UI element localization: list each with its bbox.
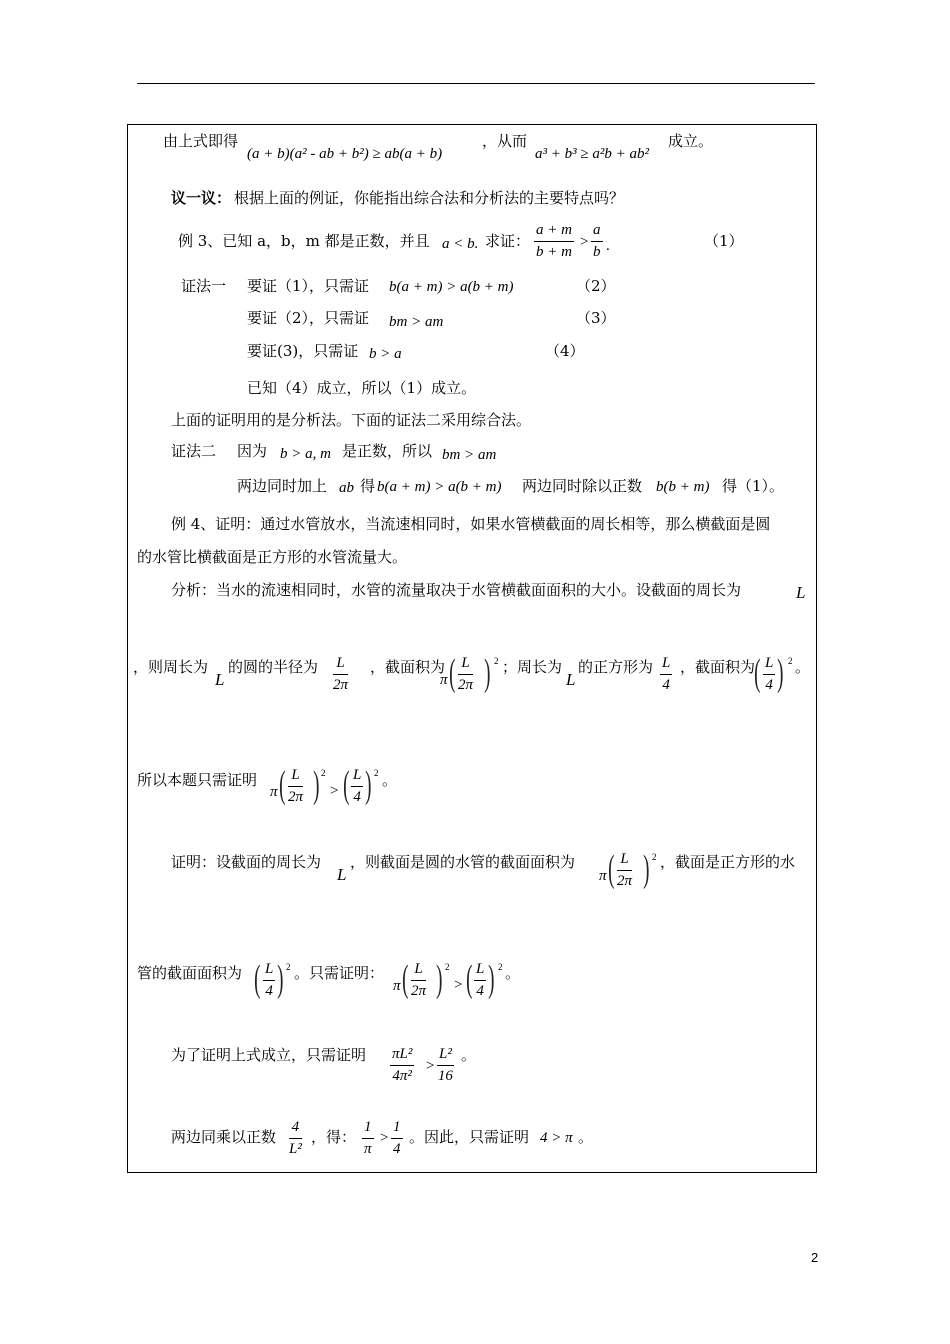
multiply-end: 。 bbox=[578, 1128, 594, 1146]
proof2-circle-denominator: 2π bbox=[411, 983, 427, 999]
method2-expression2: b(b + m) bbox=[656, 479, 710, 495]
power-1: 2 bbox=[494, 656, 499, 666]
to-prove-rhs-numerator: L² bbox=[437, 1046, 454, 1066]
proof-text1: 证明：设截面的周长为 bbox=[171, 853, 322, 871]
square-area-fraction bbox=[763, 655, 775, 694]
method2-divide-text: 两边同时除以正数 bbox=[522, 477, 643, 495]
analysis-end: 。 bbox=[795, 658, 811, 676]
example3-tag: （1） bbox=[704, 232, 744, 250]
proof-circle-denominator: 2π bbox=[617, 873, 633, 889]
multiply-therefore: 。因此，只需证明 bbox=[409, 1128, 530, 1146]
multiply-lhs-denominator: π bbox=[363, 1141, 372, 1157]
proof-square-numerator: L bbox=[263, 961, 275, 981]
circle-area-fraction bbox=[458, 655, 473, 694]
proof2-circle-fraction bbox=[411, 961, 426, 1000]
analysis-L3: L bbox=[566, 670, 576, 689]
proof-square-fraction bbox=[263, 961, 275, 1000]
method2-expression: b(a + m) > a(b + m) bbox=[377, 479, 502, 495]
power-3: 2 bbox=[321, 768, 326, 778]
line1-expression: (a + b)(a² - ab + b²) ≥ ab(a + b) bbox=[247, 146, 443, 162]
final-inequality: 4 > π bbox=[540, 1130, 573, 1146]
method1-conclusion: 已知（4）成立，所以（1）成立。 bbox=[247, 379, 477, 397]
analysis-square-side-text: 的正方形为 bbox=[578, 658, 654, 676]
proof-gt: > bbox=[454, 977, 463, 993]
analysis-square-text: ；周长为 bbox=[502, 658, 563, 676]
multiply-lhs-fraction bbox=[362, 1119, 374, 1158]
multiply-gt: > bbox=[380, 1130, 389, 1146]
pi-symbol-1: π bbox=[440, 672, 448, 688]
so-gt: > bbox=[330, 783, 339, 799]
method1-step2-expression: bm > am bbox=[389, 314, 444, 330]
method1-step2-tag: （3） bbox=[576, 309, 616, 327]
pi-symbol-3: π bbox=[599, 868, 607, 884]
circle-area-numerator: L bbox=[458, 655, 473, 675]
so-end: 。 bbox=[382, 771, 398, 789]
so-square-numerator: L bbox=[351, 767, 363, 787]
method1-step1-text: 要证（1），只需证 bbox=[247, 277, 370, 295]
example3-lhs-fraction bbox=[534, 222, 574, 261]
to-prove-lhs-numerator: πL² bbox=[390, 1046, 414, 1066]
analysis-radius-text: 的圆的半径为 bbox=[228, 658, 319, 676]
method2-because: 因为 bbox=[237, 442, 268, 460]
power-4: 2 bbox=[374, 768, 379, 778]
to-prove-rhs-denominator: 16 bbox=[437, 1068, 453, 1084]
circle-area-denominator: 2π bbox=[458, 677, 474, 693]
proof-circle-fraction bbox=[617, 851, 632, 890]
header-rule bbox=[137, 83, 815, 84]
to-prove-lhs-denominator: 4π² bbox=[392, 1068, 412, 1084]
method1-step3-expression: b > a bbox=[369, 346, 402, 362]
line1-middle: ，从而 bbox=[482, 132, 528, 150]
example3-lhs-denominator: b + m bbox=[536, 244, 572, 260]
method1-step2-text: 要证（2），只需证 bbox=[247, 309, 370, 327]
analysis-note: 上面的证明用的是分析法。下面的证法二采用综合法。 bbox=[171, 411, 532, 429]
analysis-L: L bbox=[796, 583, 806, 602]
proof-square-denominator: 4 bbox=[265, 983, 273, 999]
so-prove-text: 所以本题只需证明 bbox=[137, 771, 258, 789]
proof-text5: 。只需证明： bbox=[294, 964, 385, 982]
to-prove-text: 为了证明上式成立，只需证明 bbox=[171, 1046, 367, 1064]
example3-lhs-numerator: a + m bbox=[534, 222, 574, 242]
analysis-then: ，则周长为 bbox=[133, 658, 209, 676]
example3-intro: 例 3、已知 a，b，m 都是正数，并且 bbox=[178, 232, 430, 250]
proof-L: L bbox=[337, 865, 347, 884]
pi-symbol-4: π bbox=[393, 978, 401, 994]
power-8: 2 bbox=[498, 962, 503, 972]
radius-numerator: L bbox=[333, 655, 348, 675]
method2-label: 证法二 bbox=[171, 442, 217, 460]
so-circle-denominator: 2π bbox=[288, 789, 304, 805]
multiply-numerator: 4 bbox=[289, 1119, 302, 1139]
to-prove-end: 。 bbox=[461, 1046, 477, 1064]
proof-text3: ，截面是正方形的水 bbox=[660, 853, 796, 871]
proof2-square-fraction bbox=[474, 961, 486, 1000]
line1-prefix: 由上式即得 bbox=[163, 132, 239, 150]
method2-result: bm > am bbox=[442, 447, 497, 463]
example3-rhs-numerator: a bbox=[591, 222, 603, 242]
method2-ab: ab bbox=[339, 480, 354, 496]
example4-line2: 的水管比横截面是正方形的水管流量大。 bbox=[137, 548, 408, 566]
example3-gt: > bbox=[580, 234, 589, 250]
discuss-text: 根据上面的例证，你能指出综合法和分析法的主要特点吗？ bbox=[234, 189, 625, 207]
to-prove-lhs-fraction bbox=[390, 1046, 414, 1085]
multiply-get: ，得： bbox=[311, 1128, 357, 1146]
to-prove-gt: > bbox=[426, 1058, 435, 1074]
multiply-fraction bbox=[289, 1119, 302, 1158]
method1-step3-text: 要证(3)，只需证 bbox=[247, 342, 359, 360]
example3-rhs-denominator: b bbox=[593, 244, 601, 260]
method2-conclusion: 得（1）。 bbox=[722, 477, 785, 495]
so-circle-fraction bbox=[288, 767, 303, 806]
analysis-area-text: ，截面积为 bbox=[370, 658, 446, 676]
so-square-denominator: 4 bbox=[353, 789, 361, 805]
method1-step1-tag: （2） bbox=[576, 277, 616, 295]
power-2: 2 bbox=[788, 656, 793, 666]
square-area-numerator: L bbox=[763, 655, 775, 675]
method1-step3-tag: （4） bbox=[545, 342, 585, 360]
multiply-rhs-denominator: 4 bbox=[393, 1141, 401, 1157]
method2-get: 得 bbox=[360, 477, 376, 495]
method2-condition: b > a, m bbox=[280, 446, 331, 462]
example3-condition: a < b. bbox=[442, 236, 479, 252]
line1-expression2: a³ + b³ ≥ a²b + ab² bbox=[535, 146, 649, 162]
so-square-fraction bbox=[351, 767, 363, 806]
multiply-text: 两边同乘以正数 bbox=[171, 1128, 277, 1146]
method1-step1-expression: b(a + m) > a(b + m) bbox=[389, 279, 514, 295]
multiply-denominator: L² bbox=[289, 1141, 302, 1157]
analysis-line1: 分析：当水的流速相同时，水管的流量取决于水管横截面面积的大小。设截面的周长为 bbox=[171, 581, 742, 599]
square-area-denominator: 4 bbox=[765, 677, 773, 693]
so-circle-numerator: L bbox=[288, 767, 303, 787]
side-fraction bbox=[660, 655, 672, 694]
radius-denominator: 2π bbox=[333, 677, 349, 693]
method2-positive: 是正数，所以 bbox=[342, 442, 433, 460]
proof2-circle-numerator: L bbox=[411, 961, 426, 981]
example4-line1: 例 4、证明：通过水管放水，当流速相同时，如果水管横截面的周长相等，那么横截面是圆 bbox=[171, 515, 771, 533]
method1-label: 证法一 bbox=[181, 277, 227, 295]
line1-suffix: 成立。 bbox=[668, 132, 714, 150]
example3-prove-label: 求证： bbox=[485, 232, 531, 250]
to-prove-rhs-fraction bbox=[437, 1046, 454, 1085]
multiply-rhs-numerator: 1 bbox=[391, 1119, 403, 1139]
proof-text2: ，则截面是圆的水管的截面面积为 bbox=[350, 853, 576, 871]
power-7: 2 bbox=[445, 962, 450, 972]
multiply-rhs-fraction bbox=[391, 1119, 403, 1158]
side-numerator: L bbox=[660, 655, 672, 675]
proof-end: 。 bbox=[505, 964, 521, 982]
method2-add-text: 两边同时加上 bbox=[237, 477, 328, 495]
proof2-square-numerator: L bbox=[474, 961, 486, 981]
radius-fraction bbox=[333, 655, 348, 694]
multiply-lhs-numerator: 1 bbox=[362, 1119, 374, 1139]
proof2-square-denominator: 4 bbox=[476, 983, 484, 999]
proof-text4: 管的截面面积为 bbox=[137, 964, 243, 982]
discuss-label: 议一议： bbox=[171, 189, 232, 207]
side-denominator: 4 bbox=[662, 677, 670, 693]
power-5: 2 bbox=[652, 852, 657, 862]
analysis-square-area-text: ，截面积为 bbox=[680, 658, 756, 676]
power-6: 2 bbox=[286, 962, 291, 972]
analysis-L2: L bbox=[215, 670, 225, 689]
proof-circle-numerator: L bbox=[617, 851, 632, 871]
pi-symbol-2: π bbox=[270, 784, 278, 800]
example3-rhs-fraction bbox=[591, 222, 603, 261]
page-number: 2 bbox=[811, 1250, 819, 1265]
